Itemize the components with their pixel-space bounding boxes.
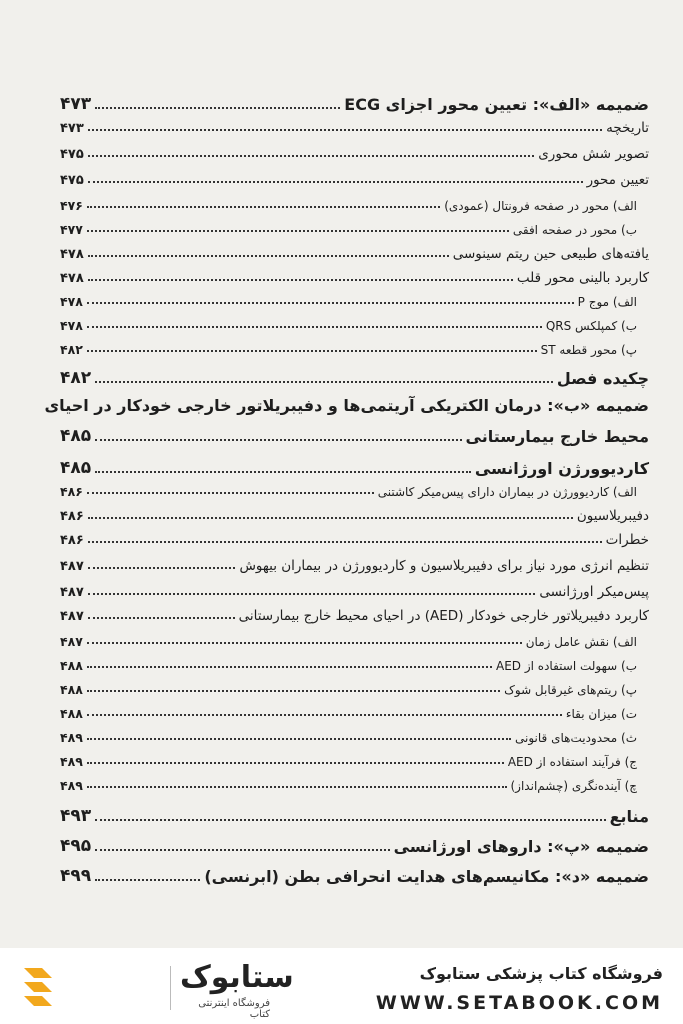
toc-page-number: ۴۸۹ bbox=[60, 778, 83, 793]
toc-page-number: ۴۸۷ bbox=[60, 609, 84, 624]
toc-entry[interactable] bbox=[60, 246, 649, 262]
dot-leader bbox=[87, 350, 537, 352]
store-footer bbox=[0, 948, 683, 1024]
toc-entry-title: دفیبریلاسیون bbox=[576, 508, 649, 524]
toc-entry-title: پیس‌میکر اورژانسی bbox=[539, 584, 649, 600]
dot-leader bbox=[87, 666, 492, 668]
toc-entry[interactable] bbox=[60, 836, 649, 856]
dot-leader bbox=[87, 302, 574, 304]
toc-page-number: ۴۷۳ bbox=[60, 94, 92, 114]
toc-page-number: ۴۸۲ bbox=[60, 342, 83, 357]
toc-entry-title: تصویر شش محوری bbox=[538, 146, 649, 162]
toc-entry-title: ب) کمپلکس QRS bbox=[545, 319, 637, 333]
toc-entry-title: الف) کاردیوورژن در بیماران دارای پیس‌میکر کاشتنی bbox=[377, 485, 637, 499]
toc-entry[interactable] bbox=[60, 706, 649, 721]
toc-entry[interactable] bbox=[60, 94, 649, 114]
toc-page-number: ۴۷۵ bbox=[60, 173, 84, 188]
dot-leader bbox=[88, 255, 449, 257]
setabook-logo bbox=[20, 958, 294, 1020]
dot-leader bbox=[87, 738, 511, 740]
toc-page-number: ۴۸۵ bbox=[60, 458, 92, 478]
toc-entry-title: ب) محور در صفحه افقی bbox=[512, 223, 637, 237]
dot-leader bbox=[87, 642, 522, 644]
toc-entry-title: پ) محور قطعه ST bbox=[540, 343, 637, 357]
dot-leader bbox=[88, 593, 536, 595]
toc-entry[interactable] bbox=[60, 806, 649, 826]
dot-leader bbox=[88, 129, 602, 131]
toc-page-number: ۴۸۶ bbox=[60, 509, 84, 524]
dot-leader bbox=[88, 617, 235, 619]
toc-entry-title: چ) آینده‌نگری (چشم‌انداز) bbox=[510, 779, 637, 793]
logo-subtitle: فروشگاه اینترنتی کتاب bbox=[198, 998, 270, 1020]
toc-entry[interactable] bbox=[60, 426, 649, 446]
dot-leader bbox=[87, 230, 509, 232]
toc-entry[interactable] bbox=[60, 222, 649, 237]
toc-page-number: ۴۸۸ bbox=[60, 658, 83, 673]
toc-entry-title: ب) سهولت استفاده از AED bbox=[496, 659, 637, 673]
toc-entry-title: کاربرد بالینی محور قلب bbox=[516, 270, 649, 286]
toc-page-number: ۴۹۳ bbox=[60, 806, 92, 826]
logo-divider bbox=[170, 966, 171, 1010]
toc-entry-title: ت) میزان بقاء bbox=[565, 707, 637, 721]
dot-leader bbox=[87, 326, 542, 328]
dot-leader bbox=[88, 567, 236, 569]
toc-page-number: ۴۸۸ bbox=[60, 682, 83, 697]
dot-leader bbox=[95, 381, 553, 383]
toc-entry-title: محیط خارج بیمارستانی bbox=[465, 427, 649, 446]
toc-page-number: ۴۸۹ bbox=[60, 754, 83, 769]
dot-leader bbox=[88, 541, 602, 543]
toc-page-number: ۴۸۶ bbox=[60, 533, 84, 548]
toc-page-number: ۴۷۵ bbox=[60, 147, 84, 162]
toc-entry[interactable] bbox=[60, 198, 649, 213]
toc-entry-title: خطرات bbox=[605, 532, 649, 548]
toc-entry-title: الف) موج P bbox=[577, 295, 637, 309]
logo-text: ستابوک bbox=[180, 960, 294, 995]
toc-entry[interactable] bbox=[60, 508, 649, 524]
toc-page-number: ۴۷۶ bbox=[60, 198, 83, 213]
chevron-logo-icon bbox=[20, 964, 56, 1012]
toc-entry[interactable] bbox=[60, 172, 649, 188]
toc-entry[interactable] bbox=[60, 866, 649, 886]
toc-entry[interactable] bbox=[60, 484, 649, 499]
dot-leader bbox=[95, 819, 605, 821]
toc-entry-title: ث) محدودیت‌های قانونی bbox=[515, 731, 637, 745]
toc-entry[interactable] bbox=[60, 270, 649, 286]
toc-page-number: ۴۸۸ bbox=[60, 706, 83, 721]
toc-entry[interactable] bbox=[60, 778, 649, 793]
store-url[interactable]: WWW.SETABOOK.COM bbox=[375, 992, 663, 1014]
toc-entry-title: ضمیمه «پ»: داروهای اورژانسی bbox=[393, 837, 649, 856]
dot-leader bbox=[87, 786, 507, 788]
toc-page-number: ۴۸۲ bbox=[60, 368, 92, 388]
toc-entry-title: تاریخچه bbox=[606, 120, 649, 136]
toc-page-number: ۴۸۹ bbox=[60, 730, 83, 745]
toc-entry-title: الف) محور در صفحه فرونتال (عمودی) bbox=[444, 199, 637, 213]
toc-entry-title: یافته‌های طبیعی حین ریتم سینوسی bbox=[452, 246, 649, 262]
toc-page-number: ۴۷۸ bbox=[60, 318, 83, 333]
toc-entry[interactable] bbox=[60, 754, 649, 769]
dot-leader bbox=[88, 279, 513, 281]
toc-entry[interactable] bbox=[60, 558, 649, 574]
toc-page-number: ۴۸۵ bbox=[60, 426, 92, 446]
toc-entry-title: پ) ریتم‌های غیرقابل شوک bbox=[504, 683, 637, 697]
toc-entry[interactable] bbox=[60, 730, 649, 745]
dot-leader bbox=[95, 849, 389, 851]
toc-page-number: ۴۷۸ bbox=[60, 271, 84, 286]
toc-page-number: ۴۹۵ bbox=[60, 836, 92, 856]
dot-leader bbox=[87, 714, 562, 716]
toc-page-number: ۴۸۷ bbox=[60, 634, 83, 649]
dot-leader bbox=[88, 181, 583, 183]
dot-leader bbox=[95, 471, 471, 473]
dot-leader bbox=[95, 439, 461, 441]
toc-entry[interactable] bbox=[60, 294, 649, 309]
toc-entry[interactable] bbox=[60, 682, 649, 697]
toc-entry-title: منابع bbox=[609, 807, 649, 826]
toc-entry[interactable] bbox=[60, 120, 649, 136]
dot-leader bbox=[87, 762, 504, 764]
toc-entry-title: چکیده فصل bbox=[556, 369, 649, 388]
dot-leader bbox=[88, 155, 534, 157]
toc-entry[interactable] bbox=[60, 658, 649, 673]
toc-page-number: ۴۷۳ bbox=[60, 121, 84, 136]
dot-leader bbox=[87, 206, 440, 208]
toc-page-number: ۴۷۷ bbox=[60, 222, 83, 237]
toc-entry[interactable] bbox=[60, 532, 649, 548]
toc-page-number: ۴۸۷ bbox=[60, 559, 84, 574]
toc-entry-title: ضمیمه «الف»: تعیین محور اجزای ECG bbox=[344, 95, 649, 114]
toc-entry[interactable] bbox=[60, 342, 649, 357]
toc-entry-title: ج) فرآیند استفاده از AED bbox=[507, 755, 637, 769]
toc-entry[interactable] bbox=[60, 608, 649, 624]
dot-leader bbox=[87, 492, 374, 494]
toc-page-number: ۴۷۸ bbox=[60, 294, 83, 309]
toc-entry-title: ضمیمه «ب»: درمان الکتریکی آریتمی‌ها و دفیبریلاتور خارجی خودکار در احیای bbox=[44, 396, 649, 415]
toc-page-number: ۴۷۸ bbox=[60, 247, 84, 262]
dot-leader bbox=[95, 107, 340, 109]
toc-entry-title: تنظیم انرژی مورد نیاز برای دفیبریلاسیون و کاردیوورژن در بیماران بیهوش bbox=[239, 558, 649, 574]
toc-entry[interactable] bbox=[60, 458, 649, 478]
toc-entry-title: تعیین محور bbox=[586, 172, 649, 188]
toc-page-number: ۴۹۹ bbox=[60, 866, 92, 886]
toc-entry[interactable] bbox=[60, 146, 649, 162]
store-name: فروشگاه کتاب پزشکی ستابوک bbox=[419, 964, 663, 983]
toc-entry-title: کاردیوورژن اورژانسی bbox=[474, 459, 649, 478]
toc-entry[interactable] bbox=[60, 318, 649, 333]
dot-leader bbox=[87, 690, 500, 692]
dot-leader bbox=[95, 879, 200, 881]
toc-entry-title: الف) نقش عامل زمان bbox=[525, 635, 637, 649]
toc-page-number: ۴۸۷ bbox=[60, 585, 84, 600]
toc-page-number: ۴۸۶ bbox=[60, 484, 83, 499]
toc-entry-title: کاربرد دفیبریلاتور خارجی خودکار (AED) در احیای محیط خارج بیمارستانی bbox=[238, 608, 649, 624]
toc-entry[interactable] bbox=[60, 584, 649, 600]
toc-entry[interactable] bbox=[60, 368, 649, 388]
toc-entry-title: ضمیمه «د»: مکانیسم‌های هدایت انحرافی بطن (ابرنسی) bbox=[204, 867, 649, 886]
dot-leader bbox=[88, 517, 573, 519]
toc-entry[interactable] bbox=[60, 634, 649, 649]
